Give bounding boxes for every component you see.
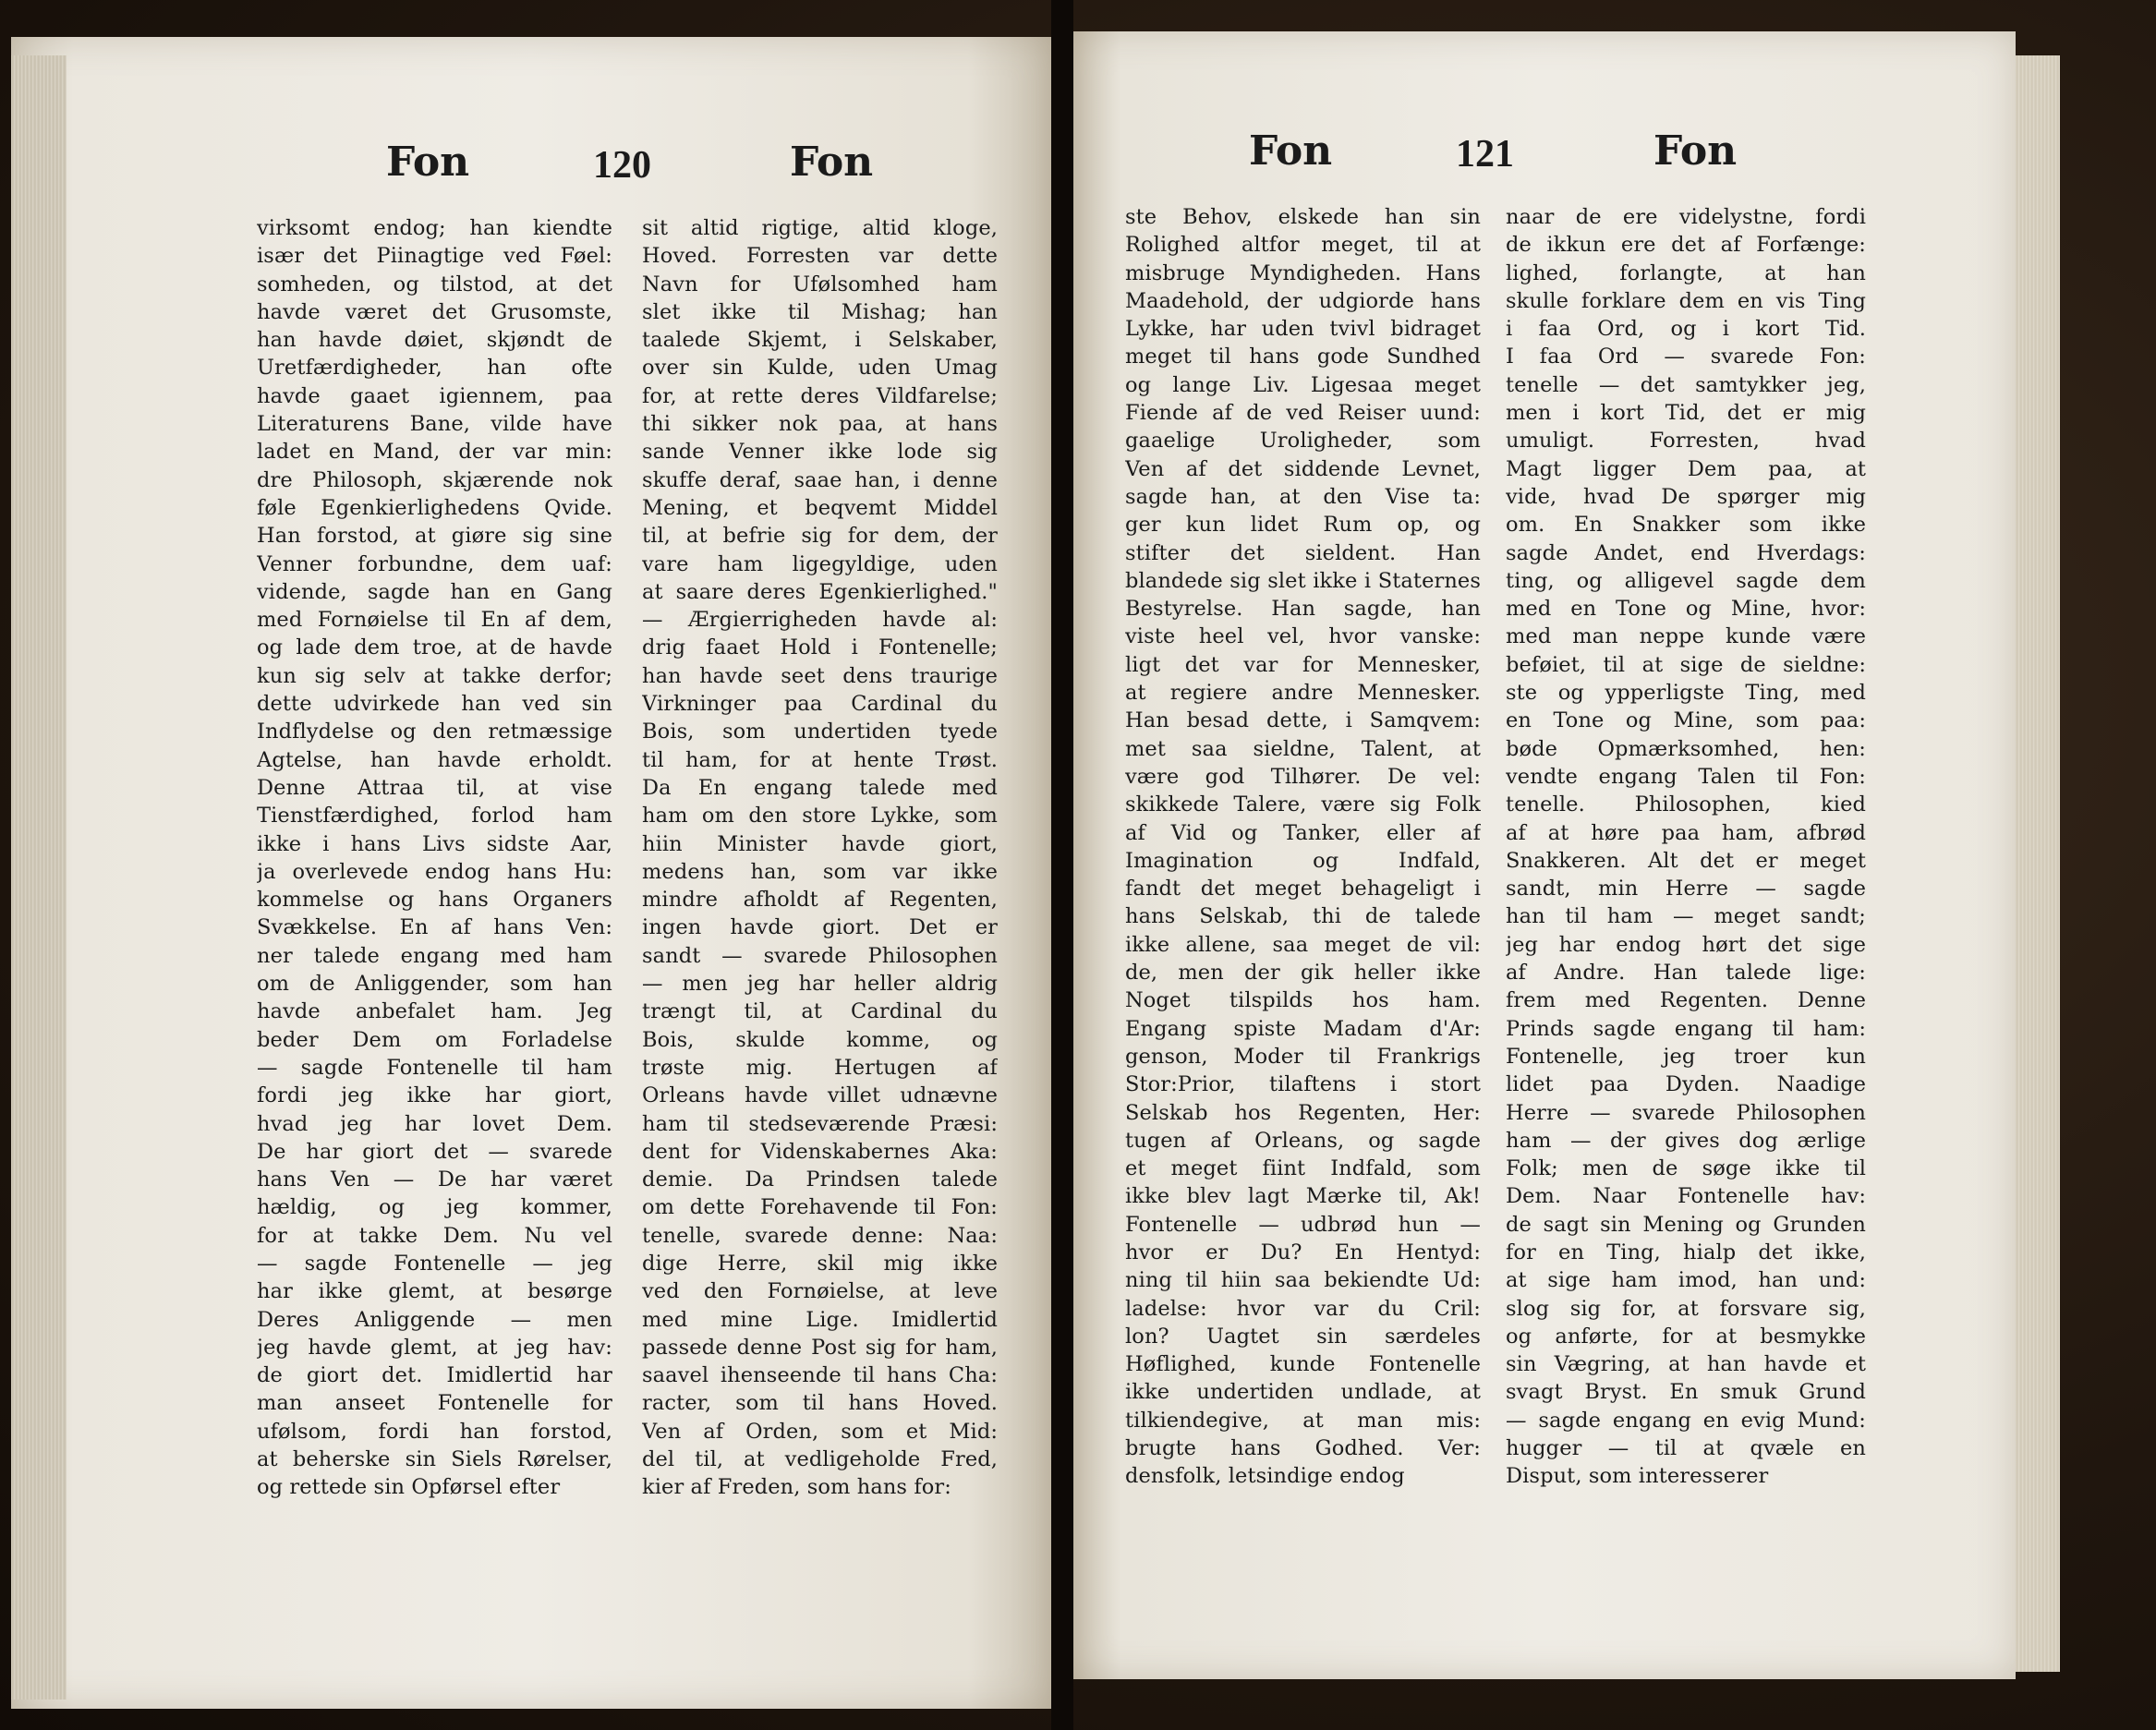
right-header-right: Fon bbox=[1653, 127, 1738, 175]
text-line: — sagde Fontenelle til ham bbox=[257, 1055, 612, 1080]
text-line: ning til hiin saa bekiendte Ud: bbox=[1125, 1268, 1481, 1293]
book-spine-gap bbox=[1051, 0, 1073, 1730]
text-line: Virkninger paa Cardinal du bbox=[642, 692, 998, 717]
text-line: og rettede sin Opførsel efter bbox=[257, 1475, 561, 1500]
text-line: skuffe deraf, saae han, i denne bbox=[642, 467, 998, 492]
text-line: sandt — svarede Philosophen bbox=[642, 943, 998, 968]
text-line: ham — der gives dog ærlige bbox=[1506, 1128, 1866, 1153]
text-line: for en Ting, hialp det ikke, bbox=[1506, 1240, 1866, 1264]
text-line: Denne Attraa til, at vise bbox=[257, 775, 612, 800]
text-line: kier af Freden, som hans for: bbox=[642, 1475, 951, 1500]
text-line: ladet en Mand, der var min: bbox=[257, 440, 612, 465]
text-line: Fiende af de ved Reiser uund: bbox=[1125, 401, 1481, 426]
text-line: ham om den store Lykke, som bbox=[642, 804, 998, 829]
text-line: taalede Skjemt, i Selskaber, bbox=[642, 328, 998, 353]
text-line: densfolk, letsindige endog bbox=[1125, 1464, 1405, 1489]
text-line: — men jeg har heller aldrig bbox=[642, 972, 998, 997]
text-line: Disput, som interesserer bbox=[1506, 1464, 1769, 1489]
text-line: har ikke glemt, at besørge bbox=[257, 1279, 612, 1304]
left-header-right: Fon bbox=[790, 139, 874, 186]
text-line: de ikkun ere det af Forfænge: bbox=[1506, 233, 1866, 258]
text-line: lighed, forlangte, at han bbox=[1506, 260, 1866, 285]
text-line: Svækkelse. En af hans Ven: bbox=[257, 915, 612, 940]
text-line: ingen havde giort. Det er bbox=[642, 915, 998, 940]
text-line: genson, Moder til Frankrigs bbox=[1125, 1044, 1481, 1069]
text-line: Tienstfærdighed, forlod ham bbox=[257, 804, 612, 829]
text-line: af Andre. Han talede lige: bbox=[1506, 961, 1866, 986]
text-line: jeg har endog hørt det sige bbox=[1506, 932, 1866, 957]
text-line: ikke blev lagt Mærke til, Ak! bbox=[1125, 1184, 1481, 1209]
text-line: De har giort det — svarede bbox=[257, 1139, 612, 1164]
text-line: Stor:Prior, tilaftens i stort bbox=[1125, 1072, 1481, 1097]
text-line: for, at rette deres Vildfarelse; bbox=[642, 383, 998, 408]
text-line: de sagt sin Mening og Grunden bbox=[1506, 1212, 1866, 1237]
text-line: og lange Liv. Ligesaa meget bbox=[1125, 372, 1481, 397]
text-line: ikke undertiden undlade, at bbox=[1125, 1380, 1481, 1405]
text-line: brugte hans Godhed. Ver: bbox=[1125, 1436, 1481, 1461]
text-line: trængt til, at Cardinal du bbox=[642, 999, 998, 1024]
text-line: tenelle, svarede denne: Naa: bbox=[642, 1223, 998, 1248]
text-line: de giort det. Imidlertid har bbox=[257, 1363, 612, 1388]
text-line: jeg havde glemt, at jeg hav: bbox=[257, 1335, 612, 1360]
text-line: Engang spiste Madam d'Ar: bbox=[1125, 1016, 1481, 1041]
text-line: bøde Opmærksomhed, hen: bbox=[1506, 736, 1866, 761]
text-line: hiin Minister havde giort, bbox=[642, 831, 998, 856]
text-line: kommelse og hans Organers bbox=[257, 888, 612, 913]
text-line: Høflighed, kunde Fontenelle bbox=[1125, 1352, 1481, 1377]
text-line: Literaturens Bane, vilde have bbox=[257, 412, 612, 437]
text-line: vide, hvad De spørger mig bbox=[1506, 484, 1866, 509]
text-line: tenelle. Philosophen, kied bbox=[1506, 792, 1866, 817]
text-line: ikke allene, saa meget de vil: bbox=[1125, 932, 1481, 957]
text-line: ting, og alligevel sagde dem bbox=[1506, 568, 1866, 593]
left-page-edges bbox=[11, 55, 67, 1700]
text-line: slet ikke til Mishag; han bbox=[642, 299, 998, 324]
text-line: om dette Forehavende til Fon: bbox=[642, 1195, 998, 1220]
text-line: at sige ham imod, han und: bbox=[1506, 1268, 1866, 1293]
text-line: ladelse: hvor var du Cril: bbox=[1125, 1296, 1481, 1321]
left-header-left: Fon bbox=[386, 139, 470, 186]
text-line: svagt Bryst. En smuk Grund bbox=[1506, 1380, 1866, 1405]
text-line: misbruge Myndigheden. Hans bbox=[1125, 260, 1481, 285]
text-line: i faa Ord, og i kort Tid. bbox=[1506, 317, 1866, 342]
text-line: Hoved. Forresten var dette bbox=[642, 244, 998, 269]
text-line: for at takke Dem. Nu vel bbox=[257, 1223, 612, 1248]
text-line: til, at befrie sig for dem, der bbox=[642, 524, 998, 549]
text-line: somheden, og tilstod, at det bbox=[257, 272, 612, 296]
text-line: Snakkeren. Alt det er meget bbox=[1506, 848, 1866, 873]
text-line: lidet paa Dyden. Naadige bbox=[1506, 1072, 1866, 1097]
text-line: medens han, som var ikke bbox=[642, 859, 998, 884]
text-line: hugger — til at qvæle en bbox=[1506, 1436, 1866, 1461]
text-line: lon? Uagtet sin særdeles bbox=[1125, 1324, 1481, 1349]
text-line: han havde seet dens traurige bbox=[642, 663, 998, 688]
text-line: Bois, som undertiden tyede bbox=[642, 720, 998, 744]
text-line: sit altid rigtige, altid kloge, bbox=[642, 216, 998, 240]
text-line: skulle forklare dem en vis Ting bbox=[1506, 288, 1866, 313]
text-line: mindre afholdt af Regenten, bbox=[642, 888, 998, 913]
text-line: Agtelse, han havde erholdt. bbox=[257, 747, 612, 772]
text-line: sagde Andet, end Hverdags: bbox=[1506, 540, 1866, 565]
text-line: dent for Videnskabernes Aka: bbox=[642, 1139, 998, 1164]
text-line: havde været det Grusomste, bbox=[257, 299, 612, 324]
text-line: kun sig selv at takke derfor; bbox=[257, 663, 612, 688]
text-line: Lykke, har uden tvivl bidraget bbox=[1125, 317, 1481, 342]
text-line: tenelle — det samtykker jeg, bbox=[1506, 372, 1866, 397]
text-line: Orleans havde villet udnævne bbox=[642, 1083, 998, 1108]
text-line: hældig, og jeg kommer, bbox=[257, 1195, 612, 1220]
text-line: tilkiendegive, at man mis: bbox=[1125, 1408, 1481, 1433]
text-line: en Tone og Mine, som paa: bbox=[1506, 708, 1866, 733]
text-line: — sagde Fontenelle — jeg bbox=[257, 1251, 612, 1276]
text-line: ste og ypperligste Ting, med bbox=[1506, 681, 1866, 706]
text-line: Han forstod, at giøre sig sine bbox=[257, 524, 612, 549]
text-line: føle Egenkierlighedens Qvide. bbox=[257, 495, 612, 520]
text-line: — sagde engang en evig Mund: bbox=[1506, 1408, 1866, 1433]
text-line: med mine Lige. Imidlertid bbox=[642, 1307, 998, 1332]
right-header-left: Fon bbox=[1249, 127, 1333, 175]
text-line: viste heel vel, hvor vanske: bbox=[1125, 624, 1481, 649]
text-line: og anførte, for at besmykke bbox=[1506, 1324, 1866, 1349]
text-line: at regiere andre Mennesker. bbox=[1125, 681, 1481, 706]
text-line: virksomt endog; han kiendte bbox=[257, 216, 612, 240]
text-line: men i kort Tid, det er mig bbox=[1506, 401, 1866, 426]
text-line: beder Dem om Forladelse bbox=[257, 1027, 612, 1052]
text-line: han til ham — meget sandt; bbox=[1506, 904, 1866, 929]
text-line: vendte engang Talen til Fon: bbox=[1506, 764, 1866, 789]
text-line: Han besad dette, i Samqvem: bbox=[1125, 708, 1481, 733]
text-line: Fontenelle, jeg troer kun bbox=[1506, 1044, 1866, 1069]
text-line: havde gaaet igiennem, paa bbox=[257, 383, 612, 408]
text-line: I faa Ord — svarede Fon: bbox=[1506, 345, 1866, 369]
text-line: fandt det meget behageligt i bbox=[1125, 877, 1481, 901]
text-line: Selskab hos Regenten, Her: bbox=[1125, 1100, 1481, 1125]
text-line: demie. Da Prindsen talede bbox=[642, 1167, 998, 1192]
text-line: ufølsom, fordi han forstod, bbox=[257, 1419, 612, 1444]
text-line: Folk; men de søge ikke til bbox=[1506, 1156, 1866, 1181]
text-line: gaaelige Uroligheder, som bbox=[1125, 429, 1481, 454]
text-line: fordi jeg ikke har giort, bbox=[257, 1083, 612, 1108]
text-line: han havde døiet, skjøndt de bbox=[257, 328, 612, 353]
text-line: et meget fiint Indfald, som bbox=[1125, 1156, 1481, 1181]
text-line: trøste mig. Hertugen af bbox=[642, 1055, 998, 1080]
text-line: Venner forbundne, dem uaf: bbox=[257, 551, 612, 576]
text-line: sagde han, at den Vise ta: bbox=[1125, 484, 1481, 509]
text-line: Indflydelse og den retmæssige bbox=[257, 720, 612, 744]
text-line: at saare deres Egenkierlighed." bbox=[642, 579, 998, 604]
text-line: være god Tilhører. De vel: bbox=[1125, 764, 1481, 789]
text-line: dre Philosoph, skjærende nok bbox=[257, 467, 612, 492]
text-line: med man neppe kunde være bbox=[1506, 624, 1866, 649]
left-page-column-2 bbox=[642, 214, 998, 1502]
text-line: vare ham ligegyldige, uden bbox=[642, 551, 998, 576]
text-line: blandede sig slet ikke i Staternes bbox=[1125, 568, 1481, 593]
text-line: især det Piinagtige ved Føel: bbox=[257, 244, 612, 269]
text-line: hvad jeg har lovet Dem. bbox=[257, 1111, 612, 1136]
text-line: om. En Snakker som ikke bbox=[1506, 513, 1866, 538]
text-line: meget til hans gode Sundhed bbox=[1125, 345, 1481, 369]
left-page-number: 120 bbox=[593, 144, 651, 187]
text-line: vidende, sagde han en Gang bbox=[257, 579, 612, 604]
text-line: skikkede Talere, være sig Folk bbox=[1125, 792, 1481, 817]
text-line: dige Herre, skil mig ikke bbox=[642, 1251, 998, 1276]
text-line: ste Behov, elskede han sin bbox=[1125, 205, 1481, 229]
text-line: thi sikker nok paa, at hans bbox=[642, 412, 998, 437]
text-line: sandt, min Herre — sagde bbox=[1506, 877, 1866, 901]
text-line: havde anbefalet ham. Jeg bbox=[257, 999, 612, 1024]
text-line: Bois, skulde komme, og bbox=[642, 1027, 998, 1052]
text-line: saavel ihenseende til hans Cha: bbox=[642, 1363, 998, 1388]
right-page-edges bbox=[2016, 55, 2060, 1672]
text-line: racter, som til hans Hoved. bbox=[642, 1391, 998, 1416]
text-line: man anseet Fontenelle for bbox=[257, 1391, 612, 1416]
text-line: Da En engang talede med bbox=[642, 775, 998, 800]
text-line: hans Selskab, thi de talede bbox=[1125, 904, 1481, 929]
text-line: af at høre paa ham, afbrød bbox=[1506, 820, 1866, 845]
text-line: at beherske sin Siels Rørelser, bbox=[257, 1447, 612, 1472]
text-line: Herre — svarede Philosophen bbox=[1506, 1100, 1866, 1125]
text-line: Magt ligger Dem paa, at bbox=[1506, 456, 1866, 481]
text-line: Ven af Orden, som et Mid: bbox=[642, 1419, 998, 1444]
text-line: naar de ere videlystne, fordi bbox=[1506, 205, 1866, 229]
text-line: ner talede engang med ham bbox=[257, 943, 612, 968]
text-line: Ven af det siddende Levnet, bbox=[1125, 456, 1481, 481]
text-line: og lade dem troe, at de havde bbox=[257, 635, 612, 660]
text-line: Imagination og Indfald, bbox=[1125, 848, 1481, 873]
text-line: ikke i hans Livs sidste Aar, bbox=[257, 831, 612, 856]
text-line: med Fornøielse til En af dem, bbox=[257, 608, 612, 633]
text-line: ved den Fornøielse, at leve bbox=[642, 1279, 998, 1304]
text-line: de, men der gik heller ikke bbox=[1125, 961, 1481, 986]
text-line: sin Vægring, at han havde et bbox=[1506, 1352, 1866, 1377]
text-line: af Vid og Tanker, eller af bbox=[1125, 820, 1481, 845]
text-line: ger kun lidet Rum op, og bbox=[1125, 513, 1481, 538]
text-line: sande Venner ikke lode sig bbox=[642, 440, 998, 465]
text-line: hans Ven — De har været bbox=[257, 1167, 612, 1192]
text-line: om de Anliggender, som han bbox=[257, 972, 612, 997]
text-line: dette udvirkede han ved sin bbox=[257, 692, 612, 717]
right-page-column-2 bbox=[1506, 203, 1866, 1491]
text-line: med en Tone og Mine, hvor: bbox=[1506, 597, 1866, 622]
text-line: beføiet, til at sige de sieldne: bbox=[1506, 652, 1866, 677]
text-line: Noget tilspilds hos ham. bbox=[1125, 988, 1481, 1013]
text-line: stifter det sieldent. Han bbox=[1125, 540, 1481, 565]
text-line: frem med Regenten. Denne bbox=[1506, 988, 1866, 1013]
text-line: del til, at vedligeholde Fred, bbox=[642, 1447, 998, 1472]
left-page-column-1 bbox=[257, 214, 612, 1502]
text-line: Mening, et beqvemt Middel bbox=[642, 495, 998, 520]
right-page-number: 121 bbox=[1456, 133, 1514, 175]
text-line: slog sig for, at forsvare sig, bbox=[1506, 1296, 1866, 1321]
text-line: til ham, for at hente Trøst. bbox=[642, 747, 998, 772]
text-line: Deres Anliggende — men bbox=[257, 1307, 612, 1332]
text-line: ja overlevede endog hans Hu: bbox=[257, 859, 612, 884]
text-line: Rolighed altfor meget, til at bbox=[1125, 233, 1481, 258]
text-line: ham til stedseværende Præsi: bbox=[642, 1111, 998, 1136]
text-line: — Ærgierrigheden havde al: bbox=[642, 608, 998, 633]
text-line: Dem. Naar Fontenelle hav: bbox=[1506, 1184, 1866, 1209]
text-line: Uretfærdigheder, han ofte bbox=[257, 356, 612, 381]
text-line: ligt det var for Mennesker, bbox=[1125, 652, 1481, 677]
text-line: Prinds sagde engang til ham: bbox=[1506, 1016, 1866, 1041]
text-line: over sin Kulde, uden Umag bbox=[642, 356, 998, 381]
text-line: Maadehold, der udgiorde hans bbox=[1125, 288, 1481, 313]
text-line: hvor er Du? En Hentyd: bbox=[1125, 1240, 1481, 1264]
text-line: met saa sieldne, Talent, at bbox=[1125, 736, 1481, 761]
text-line: Bestyrelse. Han sagde, han bbox=[1125, 597, 1481, 622]
text-line: Navn for Ufølsomhed ham bbox=[642, 272, 998, 296]
text-line: Fontenelle — udbrød hun — bbox=[1125, 1212, 1481, 1237]
text-line: tugen af Orleans, og sagde bbox=[1125, 1128, 1481, 1153]
text-line: passede denne Post sig for ham, bbox=[642, 1335, 998, 1360]
right-page-column-1 bbox=[1125, 203, 1481, 1491]
text-line: umuligt. Forresten, hvad bbox=[1506, 429, 1866, 454]
text-line: drig faaet Hold i Fontenelle; bbox=[642, 635, 998, 660]
